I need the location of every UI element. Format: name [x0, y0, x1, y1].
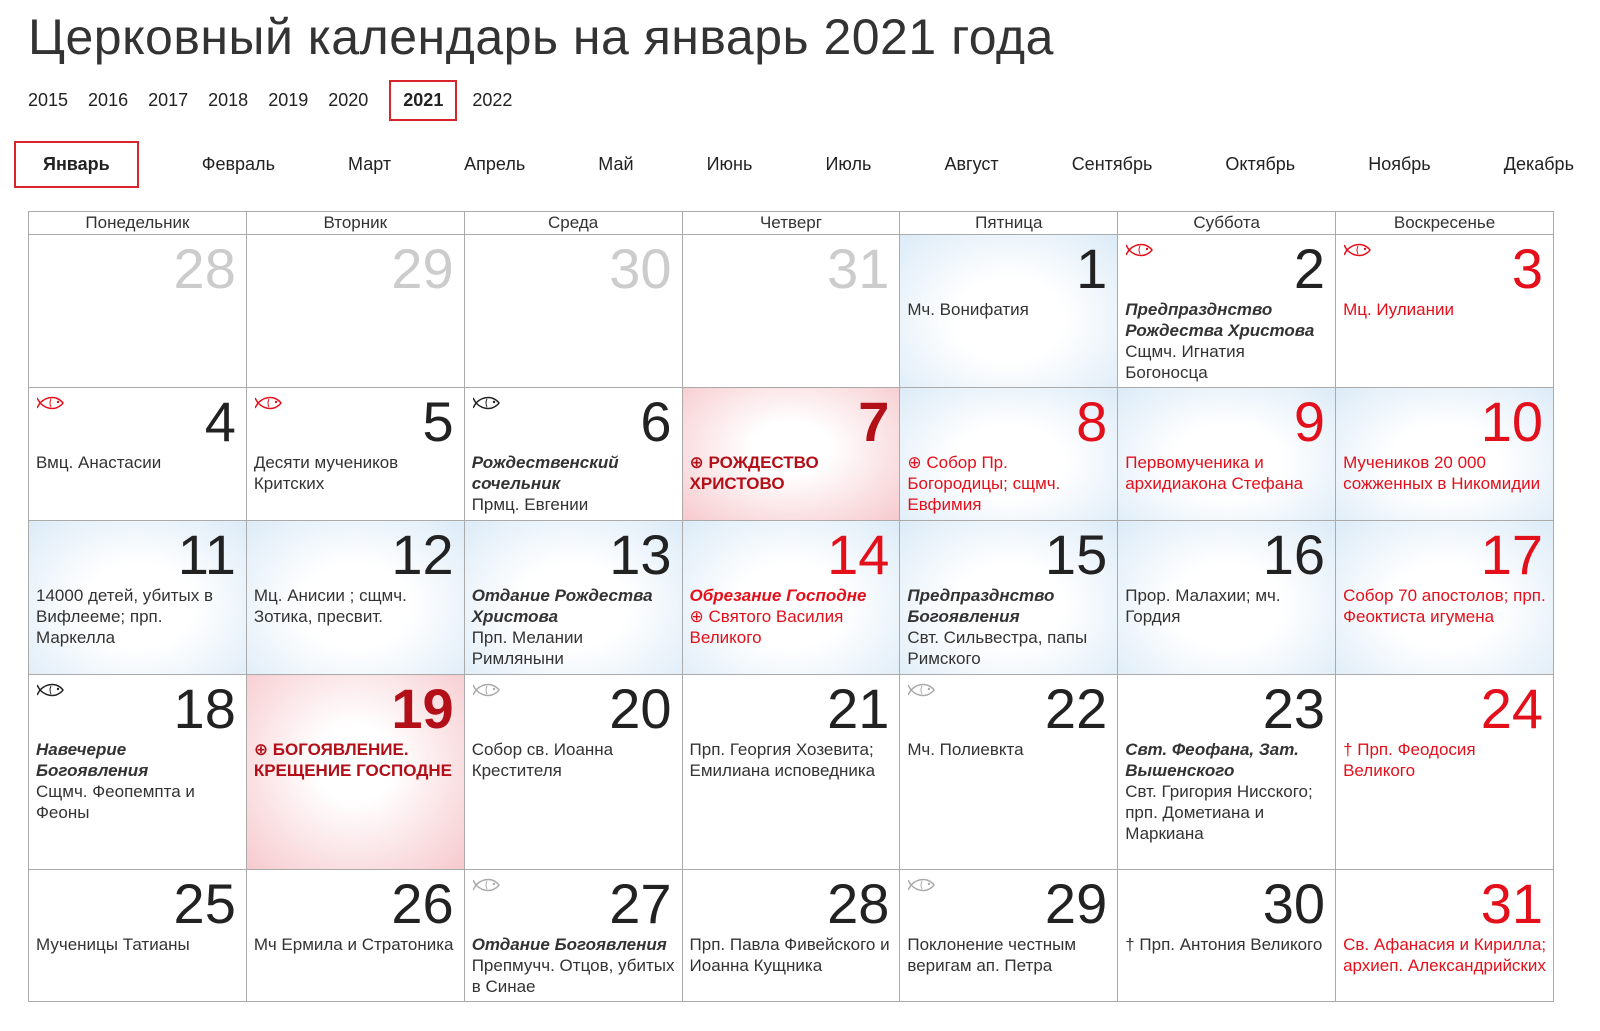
month-tab-9[interactable]: Сентябрь: [1071, 154, 1153, 174]
year-link-2021[interactable]: 2021: [389, 80, 457, 121]
month-tab-5[interactable]: Май: [598, 154, 634, 174]
day-number: 14: [827, 523, 890, 586]
saint-commemoration: Первомученика и архидиакона Стефана: [1125, 453, 1304, 493]
feast-title: Свт. Феофана, Зат. Вышенского: [1125, 740, 1299, 780]
day-saints-text: [1343, 299, 1547, 320]
day-cell[interactable]: [464, 870, 682, 1002]
day-number: 29: [391, 237, 454, 300]
day-number: 8: [1076, 390, 1108, 453]
saint-commemoration: Препмучч. Отцов, убитых в Синае: [471, 956, 675, 996]
day-number: 4: [204, 390, 236, 453]
fish-fast-icon: [37, 394, 67, 412]
saint-commemoration: Свт. Сильвестра, папы Римского: [907, 628, 1088, 668]
day-number: 29: [1044, 872, 1108, 935]
feast-title: Отдание Рождества Христова: [471, 586, 653, 626]
day-saints-text: [1125, 739, 1329, 844]
weekday-header: Вторник: [246, 212, 464, 235]
feast-title: Отдание Богоявления: [471, 935, 667, 954]
weekday-header: Понедельник: [29, 212, 247, 235]
saint-commemoration: ⊕ Святого Василия Великого: [689, 607, 844, 647]
day-number: 26: [391, 872, 454, 935]
day-saints-text: [36, 585, 240, 648]
day-cell[interactable]: [29, 870, 247, 1002]
day-number: 31: [1480, 872, 1543, 935]
day-cell[interactable]: [1336, 388, 1554, 521]
month-tab-6[interactable]: Июнь: [706, 154, 753, 174]
day-cell[interactable]: [900, 521, 1118, 675]
day-number: 16: [1262, 523, 1326, 586]
year-link-2017[interactable]: 2017: [148, 90, 189, 110]
month-tab-7[interactable]: Июль: [825, 154, 872, 174]
saint-commemoration: Мучеников 20 000 сожженных в Никомидии: [1343, 453, 1541, 493]
weekday-header: Среда: [464, 212, 682, 235]
year-link-2020[interactable]: 2020: [328, 90, 369, 110]
day-cell[interactable]: [464, 235, 682, 388]
day-cell[interactable]: [246, 388, 464, 521]
day-number: 9: [1293, 390, 1326, 453]
saint-commemoration: Свт. Григория Нисского; прп. Дометиана и Маркиана: [1125, 782, 1313, 843]
day-cell[interactable]: [246, 870, 464, 1002]
year-link-2018[interactable]: 2018: [208, 90, 249, 110]
saint-commemoration: Сщмч. Феопемпта и Феоны: [36, 782, 195, 822]
fish-fast-icon: [908, 876, 938, 894]
page-title: Церковный календарь на январь 2021 года: [28, 9, 1054, 65]
month-tab-11[interactable]: Ноябрь: [1368, 154, 1431, 174]
day-number: 3: [1511, 237, 1543, 300]
day-cell[interactable]: [29, 235, 247, 388]
year-selector: [28, 80, 523, 121]
calendar-week-row: [29, 235, 1554, 388]
day-saints-text: [907, 299, 1111, 320]
day-saints-text: [1343, 934, 1547, 976]
calendar-week-row: [29, 675, 1554, 870]
day-number: 30: [609, 237, 672, 300]
saint-commemoration: Сщмч. Игнатия Богоносца: [1125, 342, 1245, 382]
day-number: 31: [827, 237, 890, 300]
day-cell[interactable]: [246, 521, 464, 675]
fish-fast-icon: [473, 876, 503, 894]
day-saints-text: [472, 452, 676, 515]
day-number: 13: [609, 523, 672, 586]
saint-commemoration: Мч. Вонифатия: [907, 300, 1029, 319]
feast-title: Предпразднство Богоявления: [907, 586, 1055, 626]
day-saints-text: [36, 934, 240, 955]
day-number: 19: [391, 677, 454, 740]
saint-commemoration: Собор 70 апостолов; прп. Феоктиста игумена: [1343, 586, 1546, 626]
day-saints-text: [907, 452, 1111, 515]
calendar-week-row: [29, 521, 1554, 675]
saint-commemoration: Прп. Мелании Римляныни: [471, 628, 584, 668]
day-saints-text: [1125, 452, 1329, 494]
day-saints-text: [254, 585, 458, 627]
day-saints-text: [254, 739, 458, 781]
day-saints-text: [690, 934, 894, 976]
day-saints-text: [472, 585, 676, 669]
saint-commemoration: Прп. Георгия Хозевита; Емилиана исповедника: [689, 740, 876, 780]
saint-commemoration: Поклонение честным веригам ап. Петра: [907, 935, 1077, 975]
day-saints-text: [254, 452, 458, 494]
weekday-header: Воскресенье: [1336, 212, 1554, 235]
day-number: 20: [609, 677, 672, 740]
day-cell[interactable]: [246, 675, 464, 870]
day-saints-text: [690, 739, 894, 781]
day-saints-text: [1343, 739, 1547, 781]
saint-commemoration: ⊕ РОЖДЕСТВО ХРИСТОВО: [689, 453, 819, 493]
fish-fast-icon: [908, 681, 938, 699]
day-saints-text: [254, 934, 458, 955]
day-saints-text: [690, 585, 894, 648]
day-number: 2: [1293, 237, 1326, 300]
year-link-2019[interactable]: 2019: [268, 90, 309, 110]
day-cell[interactable]: [464, 388, 682, 521]
day-cell[interactable]: [1118, 235, 1336, 388]
day-cell[interactable]: [464, 521, 682, 675]
month-selector: [14, 141, 1584, 188]
saint-commemoration: Прмц. Евгении: [471, 495, 589, 514]
day-cell[interactable]: [464, 675, 682, 870]
year-link-2015[interactable]: 2015: [28, 90, 69, 110]
day-saints-text: [907, 934, 1111, 976]
year-link-2022[interactable]: 2022: [472, 90, 513, 110]
day-saints-text: [690, 452, 894, 494]
calendar-week-row: [29, 870, 1554, 1002]
month-tab-10[interactable]: Октябрь: [1225, 154, 1296, 174]
day-cell[interactable]: [900, 388, 1118, 521]
day-saints-text: [1343, 585, 1547, 627]
day-cell[interactable]: [29, 675, 247, 870]
day-number: 11: [177, 523, 236, 586]
fish-fast-icon: [1126, 241, 1156, 259]
day-cell[interactable]: [1336, 870, 1554, 1002]
day-cell[interactable]: [682, 235, 900, 388]
day-number: 15: [1044, 523, 1108, 586]
day-cell[interactable]: [1118, 675, 1336, 870]
fish-fast-icon: [473, 681, 503, 699]
day-number: 5: [422, 390, 454, 453]
weekday-header: Четверг: [682, 212, 900, 235]
month-tab-8[interactable]: Август: [944, 154, 999, 174]
day-cell[interactable]: [1336, 521, 1554, 675]
saint-commemoration: † Прп. Антония Великого: [1125, 935, 1323, 954]
fish-fast-icon: [473, 394, 503, 412]
weekday-header-row: [29, 212, 1554, 235]
saint-commemoration: † Прп. Феодосия Великого: [1343, 740, 1476, 780]
saint-commemoration: Мч Ермила и Стратоника: [253, 935, 454, 954]
saint-commemoration: Мц. Иулиании: [1343, 300, 1455, 319]
feast-title: Предпразднство Рождества Христова: [1125, 300, 1315, 340]
saint-commemoration: Св. Афанасия и Кирилла; архиеп. Александрийских: [1343, 935, 1547, 975]
saint-commemoration: Десяти мучеников Критских: [253, 453, 399, 493]
saint-commemoration: ⊕ БОГОЯВЛЕНИЕ. КРЕЩЕНИЕ ГОСПОДНЕ: [253, 740, 452, 780]
day-cell[interactable]: [682, 870, 900, 1002]
day-number: 28: [173, 237, 236, 300]
saint-commemoration: 14000 детей, убитых в Вифлееме; прп. Маркелла: [36, 586, 213, 647]
month-tab-2[interactable]: Февраль: [201, 154, 275, 174]
day-saints-text: [907, 585, 1111, 669]
day-number: 1: [1076, 237, 1108, 300]
calendar-week-row: [29, 388, 1554, 521]
feast-title: Рождественский сочельник: [471, 453, 619, 493]
day-cell[interactable]: [29, 388, 247, 521]
day-number: 27: [609, 872, 672, 935]
saint-commemoration: ⊕ Собор Пр. Богородицы; сщмч. Евфимия: [907, 453, 1061, 514]
day-cell[interactable]: [682, 388, 900, 521]
day-cell[interactable]: [29, 521, 247, 675]
day-saints-text: [1343, 452, 1547, 494]
month-tab-1[interactable]: Январь: [14, 141, 139, 188]
day-number: 23: [1262, 677, 1326, 740]
day-number: 25: [173, 872, 236, 935]
day-number: 24: [1480, 677, 1543, 740]
day-saints-text: [1125, 934, 1329, 955]
month-tab-4[interactable]: Апрель: [464, 154, 526, 174]
day-cell[interactable]: [1118, 388, 1336, 521]
day-number: 17: [1480, 523, 1543, 586]
feast-title: Навечерие Богоявления: [36, 740, 149, 780]
day-saints-text: [1125, 299, 1329, 383]
day-cell[interactable]: [1118, 521, 1336, 675]
saint-commemoration: Мученицы Татианы: [36, 935, 190, 954]
day-saints-text: [907, 739, 1111, 760]
day-number: 7: [858, 390, 890, 453]
weekday-header: Пятница: [900, 212, 1118, 235]
day-saints-text: [36, 739, 240, 823]
day-cell[interactable]: [900, 675, 1118, 870]
day-cell[interactable]: [1336, 235, 1554, 388]
day-cell[interactable]: [900, 870, 1118, 1002]
fish-fast-icon: [37, 681, 67, 699]
day-saints-text: [472, 934, 676, 997]
day-number: 21: [827, 677, 890, 740]
day-cell[interactable]: [900, 235, 1118, 388]
fish-fast-icon: [255, 394, 285, 412]
day-number: 22: [1044, 677, 1108, 740]
month-tab-3[interactable]: Март: [348, 154, 392, 174]
day-number: 18: [173, 677, 236, 740]
saint-commemoration: Мч. Полиевкта: [907, 740, 1024, 759]
day-saints-text: [472, 739, 676, 781]
month-tab-12[interactable]: Декабрь: [1503, 154, 1574, 174]
saint-commemoration: Мц. Анисии ; сщмч. Зотика, пресвит.: [253, 586, 407, 626]
fish-fast-icon: [1344, 241, 1374, 259]
feast-title: Обрезание Господне: [689, 586, 867, 605]
saint-commemoration: Прп. Павла Фивейского и Иоанна Кущника: [689, 935, 890, 975]
day-cell[interactable]: [682, 521, 900, 675]
saint-commemoration: Вмц. Анастасии: [36, 453, 162, 472]
weekday-header: Суббота: [1118, 212, 1336, 235]
day-number: 6: [640, 390, 672, 453]
day-number: 12: [391, 523, 454, 586]
day-cell[interactable]: [682, 675, 900, 870]
day-number: 10: [1480, 390, 1543, 453]
day-cell[interactable]: [246, 235, 464, 388]
day-number: 30: [1262, 872, 1326, 935]
day-cell[interactable]: [1336, 675, 1554, 870]
calendar-grid: [28, 211, 1554, 1002]
day-saints-text: [36, 452, 240, 473]
saint-commemoration: Прор. Малахии; мч. Гордия: [1125, 586, 1281, 626]
saint-commemoration: Собор св. Иоанна Крестителя: [471, 740, 614, 780]
year-link-2016[interactable]: 2016: [88, 90, 129, 110]
day-cell[interactable]: [1118, 870, 1336, 1002]
day-saints-text: [1125, 585, 1329, 627]
day-number: 28: [827, 872, 890, 935]
